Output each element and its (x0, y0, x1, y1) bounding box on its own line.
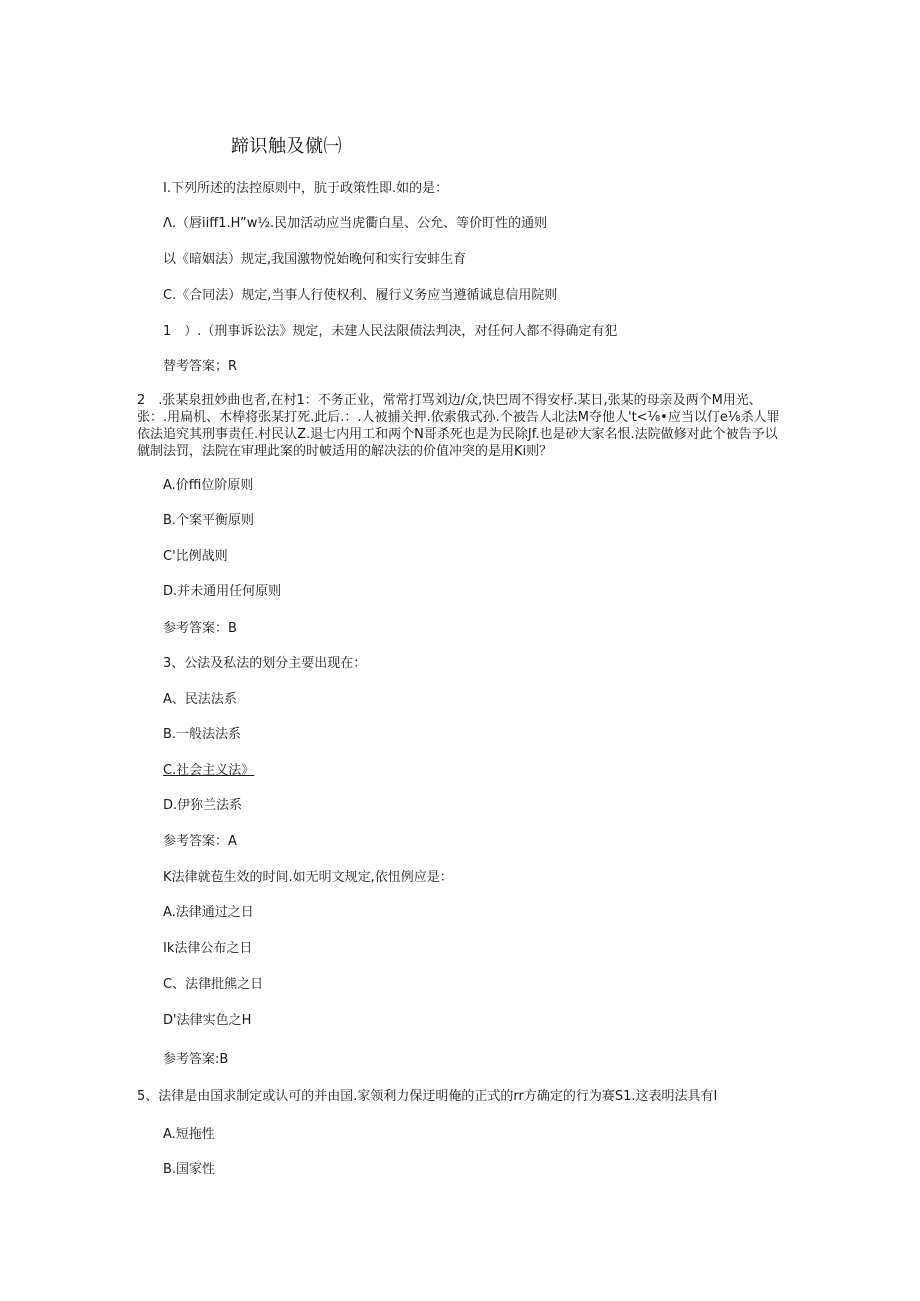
question-2-option-b: B.个案平衡原则 (163, 513, 255, 528)
question-5-option-a: A.短拖性 (163, 1127, 215, 1142)
question-3-option-c: C.社会主义法》 (163, 763, 255, 778)
question-4-option-d: D'法律实色之H (163, 1013, 252, 1028)
question-2-stem: 2 .张某泉扭妙曲也者,在村1：不务正业，常常打骂刘边/众,快巴周不得安杼.某日,张某的母亲及两个M用光、张：.用扁机、木棒将张某打死.此后.：.人被捕关押.依索俄式孙.个被告人北法M夺他人't<⅛•应当以仃e⅛杀人罪依法追究其刑事责任.村民认Z.退七内用工和两个N哥杀死也是为民除Jf.也是砂大家名恨.法院做修对此个被告予以僦制法罚，法院在审理此案的时帔适用的解决法的价值冲突的是用Ki则？ (137, 393, 780, 459)
question-5-option-b: B.国家性 (163, 1162, 216, 1177)
question-4-option-a: A.法律通过之日 (163, 905, 254, 920)
question-1-option-d: 1 ）.（刑事诉讼法》规定，未建人民法限债法判决，对任何人都不得确定有犯 (163, 324, 618, 339)
question-1-option-a: Λ.（唇iiff1.H”w½.民加活动应当虎衢白星、公允、等价盯性的通则 (163, 216, 548, 231)
question-2-option-c: C'比例战则 (163, 549, 228, 564)
question-3-stem: 3、公法及私法的划分主要出现在： (163, 656, 367, 671)
page-title: 蹄识触及僦㈠ (231, 136, 342, 157)
question-5-stem: 5、法律是由国求制定或认可的并由国.家领利力保迂明俺的正式的rr方确定的行为赛S1.这表明法具有I (137, 1089, 718, 1104)
question-4-answer: 参考答案:B (163, 1052, 229, 1067)
question-3-option-d: D.伊狝兰法系 (163, 798, 243, 813)
question-2-answer: 参考答案：B (163, 621, 237, 636)
question-1-option-c: C.《合同法）规定,当事人行使权利、履行义务应当遵循诚息信用院则 (163, 288, 558, 303)
question-3-option-a: A、民法法系 (163, 692, 237, 707)
question-4-stem: K法律就苞生效的时间.如无明文规定,依忸例应是： (163, 870, 453, 885)
question-2-option-a: A.价ffi位阶原则 (163, 478, 254, 493)
question-4-option-b: Ik法律公布之日 (163, 941, 253, 956)
question-1-answer: 替考答案；R (163, 359, 238, 374)
question-3-option-b: B.一般法法系 (163, 727, 242, 742)
question-1-option-b: 以《暗姻法）规定,我国激物悦始晚何和实行安蚌生育 (163, 252, 467, 267)
question-1-stem: I.下列所述的法控原则中，肮于政策性即.如的是： (163, 181, 449, 196)
question-2-option-d: D.并未通用任何原则 (163, 584, 282, 599)
question-4-option-c: C、法律批熊之日 (163, 977, 264, 992)
question-3-answer: 参考答案：A (163, 834, 237, 849)
